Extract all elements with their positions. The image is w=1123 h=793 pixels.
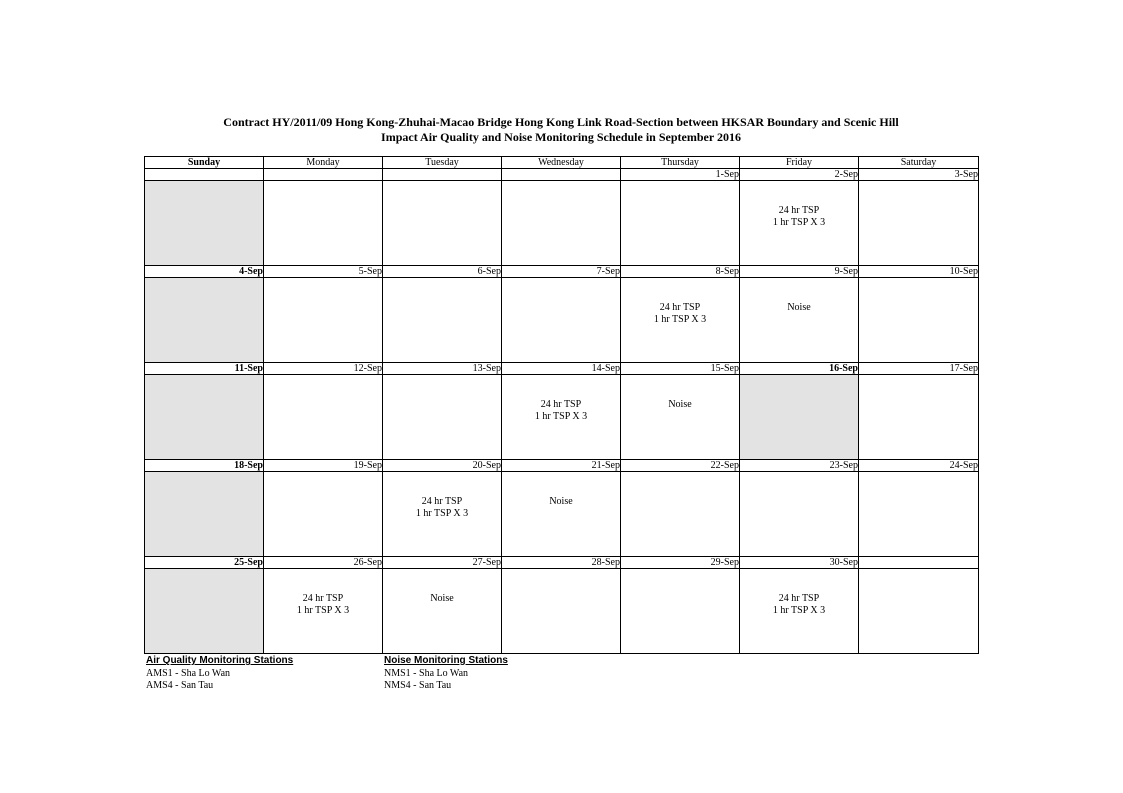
day-cell	[502, 472, 621, 557]
date-cell	[383, 169, 502, 181]
date-cell: 10-Sep	[859, 266, 979, 278]
date-cell: 28-Sep	[502, 557, 621, 569]
day-cell	[740, 278, 859, 363]
date-row	[145, 460, 979, 472]
day-cell	[502, 181, 621, 266]
day-cell	[621, 375, 740, 460]
noise-station-item: NMS1 - Sha Lo Wan	[384, 668, 469, 679]
day-cell	[502, 375, 621, 460]
day-content-row	[145, 181, 979, 266]
weekday-header: Thursday	[621, 157, 740, 169]
date-cell: 14-Sep	[502, 363, 621, 375]
day-cell	[502, 569, 621, 654]
day-cell	[621, 569, 740, 654]
day-cell	[145, 181, 264, 266]
event-text: 24 hr TSP	[778, 205, 820, 216]
monitoring-event	[383, 569, 501, 605]
day-cell	[264, 569, 383, 654]
day-cell	[383, 472, 502, 557]
date-cell: 3-Sep	[859, 169, 979, 181]
day-cell	[621, 278, 740, 363]
date-cell: 2-Sep	[740, 169, 859, 181]
day-cell	[859, 375, 979, 460]
day-cell	[145, 278, 264, 363]
date-cell: 30-Sep	[740, 557, 859, 569]
date-cell: 6-Sep	[383, 266, 502, 278]
monitoring-event	[740, 181, 858, 229]
air-station-item: AMS4 - San Tau	[146, 680, 214, 691]
air-quality-legend-heading: Air Quality Monitoring Stations	[146, 655, 294, 666]
day-cell	[145, 569, 264, 654]
date-row	[145, 169, 979, 181]
date-cell: 23-Sep	[740, 460, 859, 472]
calendar-table	[144, 156, 979, 654]
day-cell	[621, 472, 740, 557]
event-text: 1 hr TSP X 3	[296, 605, 350, 616]
date-cell: 15-Sep	[621, 363, 740, 375]
day-content-row	[145, 569, 979, 654]
weekday-header: Sunday	[145, 157, 264, 169]
date-row	[145, 266, 979, 278]
date-cell: 22-Sep	[621, 460, 740, 472]
noise-legend-heading: Noise Monitoring Stations	[384, 655, 508, 666]
event-text: Noise	[430, 593, 454, 604]
monitoring-event	[264, 569, 382, 617]
date-cell: 20-Sep	[383, 460, 502, 472]
date-cell: 7-Sep	[502, 266, 621, 278]
monitoring-event	[740, 278, 858, 314]
date-cell: 8-Sep	[621, 266, 740, 278]
monitoring-event	[502, 472, 620, 508]
day-cell	[383, 569, 502, 654]
monitoring-event	[621, 278, 739, 326]
day-cell	[145, 375, 264, 460]
date-cell	[145, 169, 264, 181]
document-subtitle: Impact Air Quality and Noise Monitoring Schedule in September 2016	[381, 130, 741, 144]
event-text: 24 hr TSP	[540, 399, 582, 410]
date-cell: 19-Sep	[264, 460, 383, 472]
monitoring-event	[740, 569, 858, 617]
day-cell	[740, 181, 859, 266]
event-text: 1 hr TSP X 3	[772, 605, 826, 616]
date-cell: 12-Sep	[264, 363, 383, 375]
date-cell: 21-Sep	[502, 460, 621, 472]
weekday-header: Wednesday	[502, 157, 621, 169]
day-content-row	[145, 278, 979, 363]
day-cell	[264, 375, 383, 460]
air-station-item: AMS1 - Sha Lo Wan	[146, 668, 231, 679]
event-text: 1 hr TSP X 3	[653, 314, 707, 325]
noise-legend	[384, 655, 508, 692]
monitoring-event	[621, 375, 739, 411]
event-text: 24 hr TSP	[302, 593, 344, 604]
event-text: 1 hr TSP X 3	[772, 217, 826, 228]
weekday-header: Tuesday	[383, 157, 502, 169]
date-cell: 11-Sep	[145, 363, 264, 375]
date-cell: 13-Sep	[383, 363, 502, 375]
air-quality-legend	[146, 655, 293, 692]
document-title: Contract HY/2011/09 Hong Kong-Zhuhai-Macao Bridge Hong Kong Link Road-Section between HKSAR Boundary and Scenic Hill	[223, 115, 899, 129]
date-cell: 18-Sep	[145, 460, 264, 472]
day-cell	[383, 181, 502, 266]
day-cell	[859, 278, 979, 363]
day-cell	[383, 278, 502, 363]
day-cell	[264, 181, 383, 266]
day-cell	[621, 181, 740, 266]
date-cell: 29-Sep	[621, 557, 740, 569]
date-cell: 1-Sep	[621, 169, 740, 181]
date-cell	[859, 557, 979, 569]
date-cell: 4-Sep	[145, 266, 264, 278]
date-cell	[264, 169, 383, 181]
event-text: Noise	[787, 302, 811, 313]
day-cell	[740, 569, 859, 654]
event-text: 24 hr TSP	[778, 593, 820, 604]
day-cell	[740, 375, 859, 460]
date-cell: 25-Sep	[145, 557, 264, 569]
date-cell	[502, 169, 621, 181]
weekday-header: Monday	[264, 157, 383, 169]
day-cell	[383, 375, 502, 460]
day-cell	[859, 472, 979, 557]
event-text: 1 hr TSP X 3	[534, 411, 588, 422]
date-cell: 24-Sep	[859, 460, 979, 472]
date-row	[145, 557, 979, 569]
weekday-header: Saturday	[859, 157, 979, 169]
noise-station-item: NMS4 - San Tau	[384, 680, 452, 691]
day-cell	[859, 181, 979, 266]
day-cell	[740, 472, 859, 557]
date-cell: 5-Sep	[264, 266, 383, 278]
day-cell	[145, 472, 264, 557]
event-text: Noise	[549, 496, 573, 507]
weekday-header: Friday	[740, 157, 859, 169]
event-text: 24 hr TSP	[421, 496, 463, 507]
monitoring-event	[502, 375, 620, 423]
date-row	[145, 363, 979, 375]
event-text: 1 hr TSP X 3	[415, 508, 469, 519]
day-cell	[264, 472, 383, 557]
event-text: Noise	[668, 399, 692, 410]
date-cell: 26-Sep	[264, 557, 383, 569]
date-cell: 9-Sep	[740, 266, 859, 278]
day-cell	[264, 278, 383, 363]
day-cell	[859, 569, 979, 654]
date-cell: 27-Sep	[383, 557, 502, 569]
day-cell	[502, 278, 621, 363]
date-cell: 17-Sep	[859, 363, 979, 375]
date-cell: 16-Sep	[740, 363, 859, 375]
event-text: 24 hr TSP	[659, 302, 701, 313]
day-content-row	[145, 375, 979, 460]
day-content-row	[145, 472, 979, 557]
weekday-header-row	[145, 157, 979, 169]
monitoring-event	[383, 472, 501, 520]
